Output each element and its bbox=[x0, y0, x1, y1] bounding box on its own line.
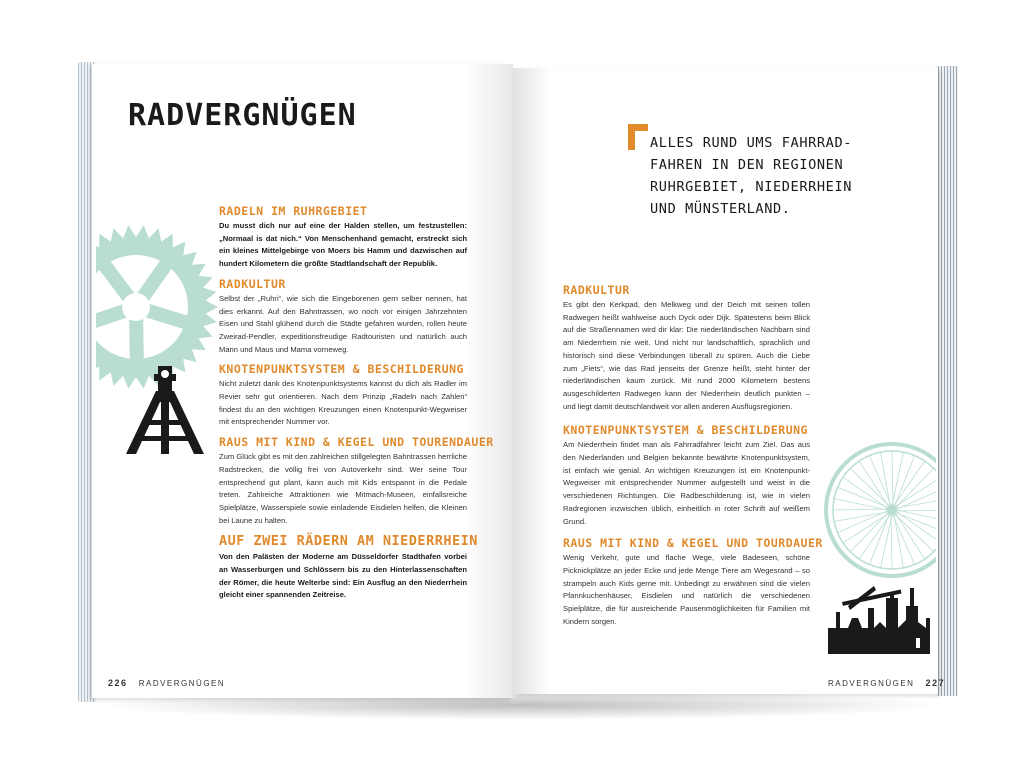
quote-line: FAHREN IN DEN REGIONEN bbox=[650, 157, 844, 173]
section-text: Selbst der „Ruhri“, wie sich die Eingeborenen gern selber nennen, hat dies erkannt. Auf den Bahntrassen, wo noch vor einigen Jahrzehnten Eisen und Stahl glühend durch die Städte gefahren wurden, rollen heute Zweirad-Pendler, expeditionsfreudige Radtouristen und natürlich auch Mann und Maus und Mama vorneweg. bbox=[219, 293, 467, 354]
section-heading: RADELN IM RUHRGEBIET bbox=[219, 204, 368, 218]
pull-quote bbox=[650, 132, 890, 220]
section-heading: AUF ZWEI RÄDERN AM NIEDERRHEIN bbox=[219, 533, 478, 550]
section-knotenpunktsystem bbox=[219, 362, 467, 429]
section-text: Nicht zuletzt dank des Knotenpunktsystems kannst du dich als Radler im Revier sehr gut orientieren. Nach dem Prinzip „Radeln nach Zahlen“ findest du an den wichtigen Kreuzungen einen Knotenpunkt-Wegweiser mit entsprechender Nummer vor. bbox=[219, 379, 467, 427]
section-heading: KNOTENPUNKTSYSTEM & BESCHILDERUNG bbox=[219, 362, 464, 377]
section-heading: KNOTENPUNKTSYSTEM & BESCHILDERUNG bbox=[563, 423, 808, 438]
right-footer bbox=[828, 678, 945, 688]
section-text: Wenig Verkehr, gute und flache Wege, viele Badeseen, schöne Picknickplätze an jeder Ecke und jede Menge Tiere am Wegesrand – so strampeln auch Kids gerne mit. Unbedingt zu erwähnen sind die vielen Pfannkuchenhäuser, Eisdielen und natürlich die verschiedenen Spielplätze, die für ausreichende Pausenmöglichkeiten für Familien mit Kindern sorgen. bbox=[563, 553, 810, 626]
section-text: Du musst dich nur auf eine der Halden stellen, um festzustellen: „Normaal is dat nich.“ Von Menschenhand gemacht, erstreckt sich ein kleines Mittelgebirge von Moers bis Hamm und dazwischen auf hundert Kilometern die größte Stadtlandschaft der Republik. bbox=[219, 221, 467, 269]
section-niederrhein bbox=[219, 533, 478, 602]
left-footer bbox=[108, 678, 225, 688]
section-text: Zum Glück gibt es mit den zahlreichen stillgelegten Bahntrassen herrliche Radstrecken, die völlig frei von Autoverkehr sind. Wer seine Tour entsprechend gut plant, kann auch mit Kids entspannt in die Pedale treten. Zahlreiche Attraktionen wie Mitmach-Museen, einfallsreiche Spielplätze, Wasserspiele sowie einladende Eisdielen helfen, die Kleinen bei Laune zu halten. bbox=[219, 452, 467, 525]
section-heading: RAUS MIT KIND & KEGEL UND TOURENDAUER bbox=[219, 435, 494, 450]
quote-line: RUHRGEBIET, NIEDERRHEIN bbox=[650, 179, 853, 195]
section-radkultur-right bbox=[563, 283, 810, 413]
section-text: Es gibt den Kerkpad, den Melkweg und der Deich mit seinen tollen Radwegen heißt wahlweise auch Dyck oder Dijk. Spätestens beim Blick auf die Straßennamen wird dir klar: Die niederländischen Nachbarn sind am Niederrhein nie weit. Und nicht nur landschaftlich, sprachlich und historisch sind diese Verbindungen überall zu spüren. Auch die Liebe zum „Fiets“, wie das Rad jenseits der Grenze heißt, steht hinter der niederländischen kaum zurück. Mit rund 2000 Kilometern bestens ausgeschilderten Radwegen kann der Niederrhein deutlich punkten – und liegt damit deutschlandweit vor allen anderen Ausflugsregionen. bbox=[563, 300, 810, 411]
section-text: Am Niederrhein findet man als Fahrradfahrer leicht zum Ziel. Das aus den Niederlanden und Belgien bekannte bewährte Knotenpunktsystem, ist einfach wie genial. An wichtigen Kreuzungen ist ein Knotenpunkt-Wegweiser mit entsprechender Nummer aufgestellt und weist in die verschiedenen Richtungen. Die Radbeschilderung ist, wie in vielen Radregionen inzwischen üblich, einheitlich in roter Schrift auf weißem Grund. bbox=[563, 440, 810, 526]
section-raus-mit-kind bbox=[219, 435, 494, 527]
quote-line: ALLES RUND UMS FAHRRAD- bbox=[650, 135, 853, 151]
left-column bbox=[219, 204, 494, 608]
section-knotenpunktsystem-right bbox=[563, 423, 810, 528]
section-heading: RADKULTUR bbox=[563, 283, 630, 297]
quote-mark-icon bbox=[628, 124, 648, 150]
page-title: RADVERGNÜGEN bbox=[128, 98, 357, 133]
section-text: Von den Palästen der Moderne am Düsseldorfer Stadthafen vorbei an Wasserburgen und Schlössern bis zu den Hinterlassenschaften der Römer, die heute Welterbe sind: Ein Ausflug an den Niederrhein gleicht einer spannenden Zeitreise. bbox=[219, 552, 467, 600]
running-title: RADVERGNÜGEN bbox=[828, 679, 915, 688]
page-number: 227 bbox=[925, 678, 946, 688]
quote-line: UND MÜNSTERLAND. bbox=[650, 201, 791, 217]
section-heading: RAUS MIT KIND & KEGEL UND TOURDAUER bbox=[563, 536, 823, 551]
mine-headframe-icon bbox=[126, 362, 204, 454]
page-number: 226 bbox=[108, 678, 128, 688]
right-column bbox=[563, 283, 823, 634]
section-heading: RADKULTUR bbox=[219, 276, 286, 291]
page-edges-right bbox=[936, 66, 958, 696]
section-raus-mit-kind-right bbox=[563, 536, 823, 628]
bicycle-wheel-icon bbox=[810, 438, 936, 588]
industrial-skyline-icon bbox=[828, 578, 934, 654]
section-radeln-im-ruhrgebiet bbox=[219, 204, 467, 271]
running-title: RADVERGNÜGEN bbox=[138, 679, 226, 688]
section-radkultur bbox=[219, 277, 467, 357]
